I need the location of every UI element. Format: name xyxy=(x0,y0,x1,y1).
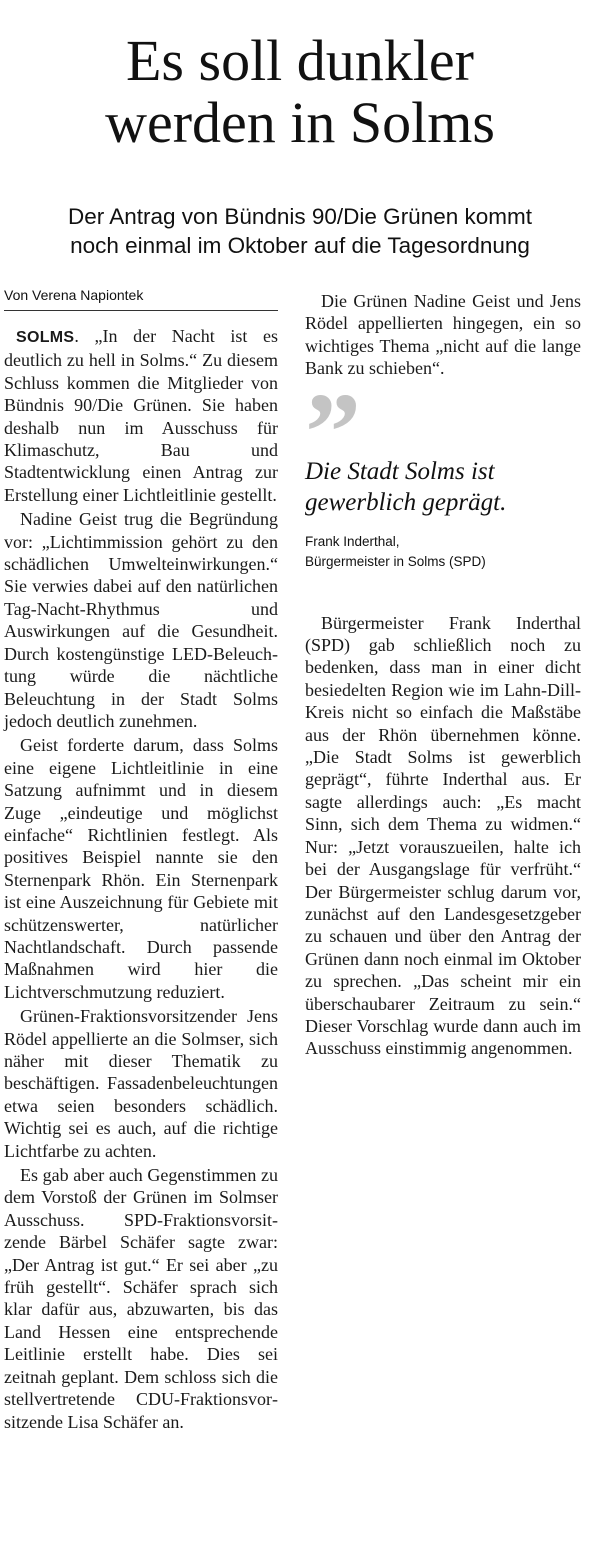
paragraph-2: Nadine Geist trug die Begründung vor: „Lichtimmission gehört zu den schädlichen Umwelteinwirkungen.“ Sie verwies dabei auf den natürlichen Tag-Nacht-Rhythmus und Auswirkungen auf die Gesundheit. Durch kostengünstige LED-Beleuchtung würde die nächtliche Beleuchtung in der Stadt Solms jedoch deutlich zunehmen. xyxy=(4,509,278,731)
dateline: SOLMS xyxy=(16,329,75,346)
paragraph-1-text: . „In der Nacht ist es deutlich zu hell in Solms.“ Zu diesem Schluss kommen die Mitglieder von Bündnis 90/Die Grünen. Sie haben deshalb nun im Ausschuss für Klimaschutz, Bau und Stadtentwicklung einen Antrag zur Erstellung einer Lichtleitlinie gestellt. xyxy=(4,326,278,505)
byline: Von Verena Napiontek xyxy=(4,286,278,311)
paragraph-6: Die Grünen Nadine Geist und Jens Rödel appellierten hingegen, ein so wichtiges Thema „nicht auf die lange Bank zu schieben“. xyxy=(305,291,581,379)
paragraph-7: Bürgermeister Frank Inderthal (SPD) gab schließlich noch zu bedenken, dass man in einer dicht besiedelten Region wie im Lahn-Dill-Kreis nicht so einfach die Maßstäbe aus der Rhön übernehmen könne. „Die Stadt Solms ist gewerblich geprägt“, führte Inderthal aus. Er sagte allerdings auch: „Es macht Sinn, sich dem Thema zu widmen.“ Nur: „Jetzt vorauszueilen, halte ich bei der Ausgangslage für verfrüht.“ Der Bürgermeister schlug darum vor, zunächst auf den Landesgesetzgeber zu schauen und über den Antrag der Grünen dann noch einmal im Oktober zu sprechen. „Das scheint mir ein überschaubarer Zeitraum zu sein.“ Dieser Vorschlag wurde dann auch im Ausschuss einstimmig angenommen. xyxy=(305,612,581,1059)
headline-line-1: Es soll dunkler xyxy=(126,28,474,93)
quote-mark-icon: ” xyxy=(305,370,361,495)
paragraph-1 xyxy=(4,325,278,506)
pullquote-author-name: Frank Inderthal, xyxy=(305,533,400,549)
paragraph-4: Grünen-Fraktionsvorsitzender Jens Rödel appellierte an die Solmser, sich näher mit dieser Thematik zu beschäftigen. Fassadenbeleuchtungen etwa seien besonders schädlich. Wichtig sei es auch, auf die richtige Lichtfarbe zu achten. xyxy=(4,1006,278,1161)
column-left xyxy=(4,286,278,1433)
pullquote-text: Die Stadt Solms ist gewerblich geprägt. xyxy=(305,457,507,516)
pullquote-author xyxy=(305,532,581,572)
headline-line-2: werden in Solms xyxy=(105,90,495,155)
pullquote xyxy=(305,370,581,572)
headline xyxy=(0,30,600,154)
paragraph-5: Es gab aber auch Gegenstimmen zu dem Vorstoß der Grünen im Solmser Ausschuss. SPD-Fraktionsvorsitzende Bärbel Schäfer sagte zwar: „Der Antrag ist gut.“ Er sei aber „zu früh gestellt“. Schäfer sprach sich klar dafür aus, abzuwarten, bis das Land Hessen eine entsprechende Leitlinie erstellt habe. Dies sei zeitnah geplant. Dem schloss sich die stellvertretende CDU-Fraktionsvorsitzende Lisa Schäfer an. xyxy=(4,1165,278,1432)
subheadline xyxy=(0,202,600,260)
column-right xyxy=(305,288,581,1060)
pullquote-author-role: Bürgermeister in Solms (SPD) xyxy=(305,553,486,569)
paragraph-3: Geist forderte darum, dass Solms eine eigene Lichtleitlinie in eine Satzung aufnimmt und in diesem Zuge „eindeutige und möglichst einfache“ Richtlinien festlegt. Als positives Beispiel nannte sie den Sternenpark Rhön. Ein Sternenpark ist eine Auszeichnung für Gebiete mit schützenswerter, natürlicher Nachtlandschaft. Durch passende Maßnahmen wird hier die Lichtverschmutzung reduziert. xyxy=(4,735,278,1002)
subheadline-line-1: Der Antrag von Bündnis 90/Die Grünen kommt xyxy=(68,204,532,229)
subheadline-line-2: noch einmal im Oktober auf die Tagesordnung xyxy=(70,233,530,258)
